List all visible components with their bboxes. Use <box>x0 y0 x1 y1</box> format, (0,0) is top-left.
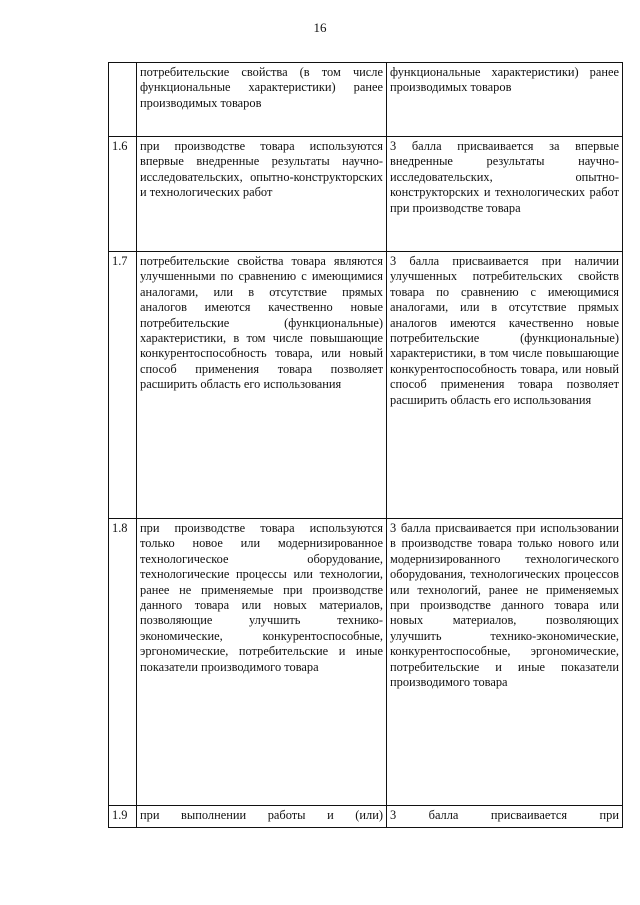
criterion-cell: при производстве товара используются впервые внедренные результаты научно-исследовательских, опытно-конструкторских и технологических работ <box>137 137 387 252</box>
criterion-cell: при выполнении работы и (или) <box>137 806 387 828</box>
page-number: 16 <box>313 20 327 35</box>
row-number: 1.9 <box>109 806 137 828</box>
row-number: 1.7 <box>109 252 137 519</box>
table-row <box>109 252 623 519</box>
table-row <box>109 63 623 137</box>
score-cell: 3 балла присваивается при наличии улучшенных потребительских свойств товара по сравнению с имеющимися аналогами, или в отсутствие прямых аналогов имеются качественно новые потребительские (функциональные) характеристики, в том числе повышающие конкурентоспособность товара, или новый способ применения товара позволяет расширить область его использования <box>387 252 623 519</box>
table-row <box>109 806 623 828</box>
criteria-table <box>108 62 623 828</box>
score-cell: 3 балла присваивается за впервые внедренные результаты научно-исследовательских, опытно-конструкторских и технологических работ при производстве товара <box>387 137 623 252</box>
row-number: 1.8 <box>109 519 137 806</box>
table-row <box>109 519 623 806</box>
row-number <box>109 63 137 137</box>
criterion-cell: потребительские свойства товара являются улучшенными по сравнению с имеющимися аналогами, или в отсутствие прямых аналогов имеются качественно новые потребительские (функциональные) характеристики, в том числе повышающие конкурентоспособность товара, или новый способ применения товара позволяет расширить область его использования <box>137 252 387 519</box>
score-cell: 3 балла присваивается при <box>387 806 623 828</box>
row-number: 1.6 <box>109 137 137 252</box>
table-row <box>109 137 623 252</box>
criterion-cell: потребительские свойства (в том числе функциональные характеристики) ранее производимых товаров <box>137 63 387 137</box>
criterion-cell: при производстве товара используются только новое или модернизированное технологическое оборудование, технологические процессы или технологии, ранее не применяемые при производстве данного товара или новых материалов, позволяющие улучшить технико-экономические, конкурентоспособные, эргономические, потребительские и иные показатели производимого товара <box>137 519 387 806</box>
score-cell: 3 балла присваивается при использовании в производстве товара только нового или модернизированного технологического оборудования, технологических процессов или технологий, ранее не применяемых при производстве данного товара или новых материалов, позволяющих улучшить технико-экономические, конкурентоспособные, эргономические, потребительские и иные показатели производимого товара <box>387 519 623 806</box>
score-cell: функциональные характеристики) ранее производимых товаров <box>387 63 623 137</box>
